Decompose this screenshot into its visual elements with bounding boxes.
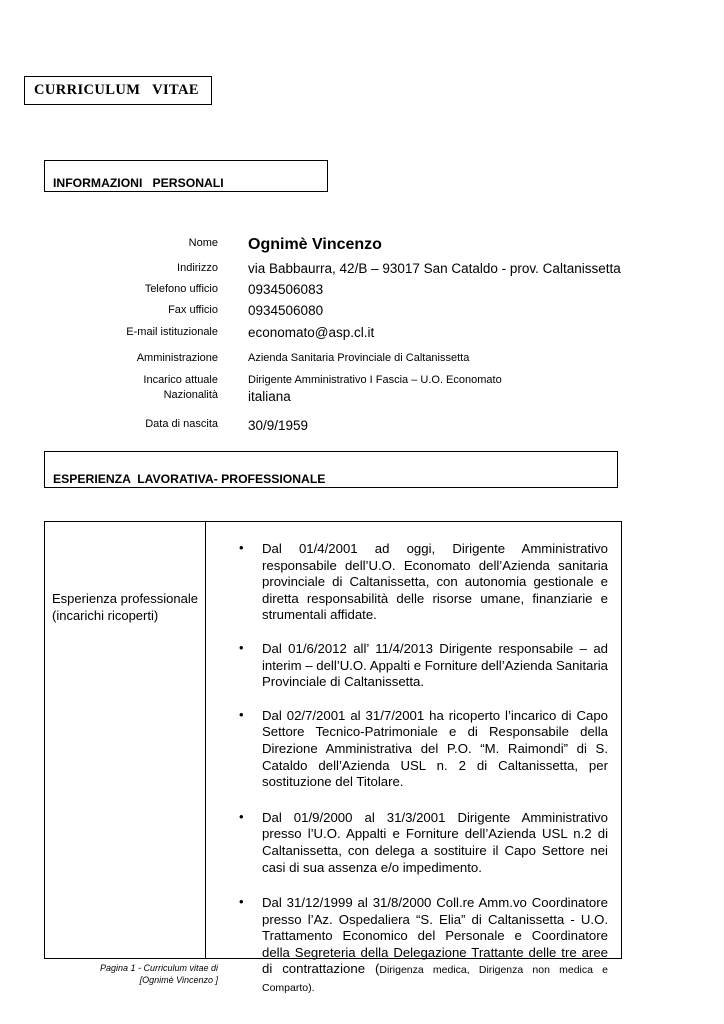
value-fax: 0934506080 [248,303,324,318]
experience-section-header [44,451,618,488]
list-item: • Dal 31/12/1999 al 31/8/2000 Coll.re Amm.vo Coordinatore presso l’Az. Ospedaliera “S. Elia” di Caltanissetta - U.O. Trattamento Economico del Personale e Coordinatore della Segreteria della Delegazione Trattante delle tre aree di contrattazione (Dirigenza medica, Dirigenza non medica e Comparto). [239,894,609,995]
label-incarico: Incarico attuale [143,374,218,386]
value-telefono: 0934506083 [248,282,324,297]
value-nome: Ognimè Vincenzo [248,236,382,253]
experience-list [217,541,608,1014]
bullet-icon: • [239,894,244,910]
label-email: E-mail istituzionale [126,326,218,338]
list-item: • Dal 01/6/2012 all’ 11/4/2013 Dirigente responsabile – ad interim – dell’U.O. Appalti e Forniture dell’Azienda Sanitaria Provinciale di Caltanissetta. [239,639,608,690]
label-fax: Fax ufficio [168,304,218,316]
list-item-tail: Dirigenza medica, Dirigenza non medica e Comparto). [262,964,609,995]
bullet-icon: • [239,808,244,824]
footer-line-2: [Ognimè Vincenzo ] [139,975,218,985]
footer-line-1: Pagina 1 - Curriculum vitae di [99,963,218,973]
cv-title: CURRICULUM VITAE [34,82,199,98]
bullet-icon: • [239,540,244,555]
value-indirizzo: via Babbaurra, 42/B – 93017 San Cataldo - prov. Caltanissetta [248,261,621,276]
experience-left-cell [52,590,198,624]
bullet-icon: • [239,639,244,655]
label-telefono: Telefono ufficio [144,283,218,295]
value-nazionalita: italiana [248,389,291,404]
value-email[interactable]: economato@asp.cl.it [248,325,375,340]
list-item: • Dal 01/9/2000 al 31/3/2001 Dirigente Amministrativo presso l’U.O. Appalti e Forniture dell’Azienda USL n.2 di Caltanissetta, con delega a sostituire il Capo Settore nei casi di sua assenza e/o impedimento. [239,808,608,875]
list-item: • Dal 02/7/2001 al 31/7/2001 ha ricoperto l’incarico di Capo Settore Tecnico-Patrimoniale e di Responsabile della Direzione Amministrativa del P.O. “M. Raimondi” di S. Cataldo dell’Azienda USL n. 2 di Caltanissetta, per sostituzione del Titolare. [239,706,608,790]
label-indirizzo: Indirizzo [177,262,218,274]
personal-info-section-header [44,160,328,192]
experience-title: ESPERIENZA LAVORATIVA- PROFESSIONALE [53,472,326,486]
bullet-icon: • [239,706,244,722]
value-amministrazione: Azienda Sanitaria Provinciale di Caltanissetta [248,352,470,364]
experience-left-sublabel: (incarichi ricoperti) [52,608,159,623]
label-nazionalita: Nazionalità [163,389,218,401]
label-amministrazione: Amministrazione [136,352,218,364]
experience-left-label: Esperienza professionale [52,591,198,606]
value-incarico: Dirigente Amministrativo I Fascia – U.O. Economato [248,374,502,386]
cv-title-box [24,76,212,105]
label-nome: Nome [188,237,218,249]
list-item: • Dal 01/4/2001 ad oggi, Dirigente Amministrativo responsabile dell’U.O. Economato dell’Azienda sanitaria provinciale di Caltanissetta, con autonomia gestionale e diretta responsabilità delle risorse umane, finanziarie e strumentali affidate. [239,540,608,623]
table-divider [205,522,206,958]
page-footer [90,962,218,986]
label-data-nascita: Data di nascita [145,418,218,430]
value-data-nascita: 30/9/1959 [248,418,309,433]
personal-info-title: INFORMAZIONI PERSONALI [53,176,224,190]
